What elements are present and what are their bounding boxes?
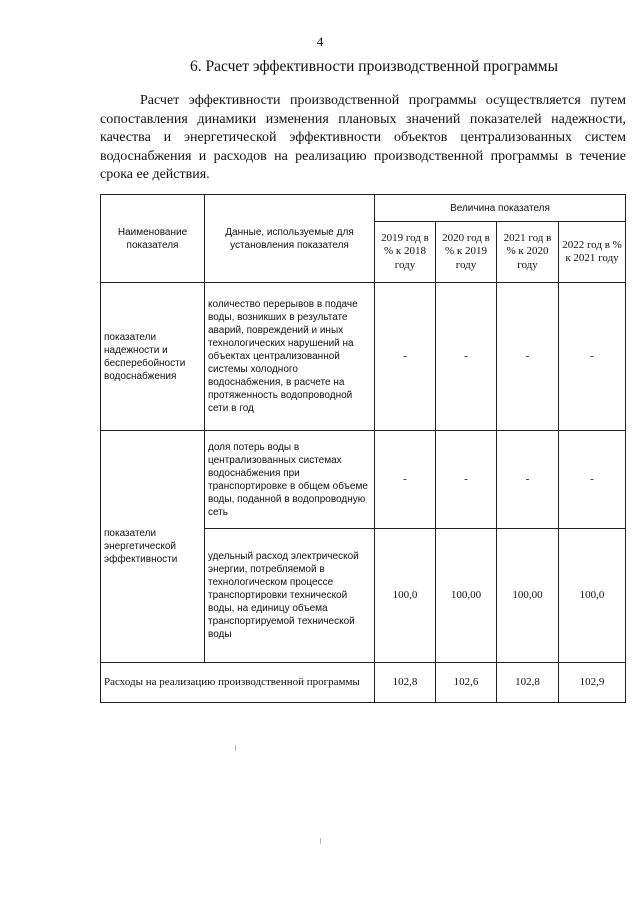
row-group-label: показатели энергетической эффективности — [101, 431, 205, 663]
page-number: 4 — [316, 34, 324, 49]
row-value: 100,0 — [559, 529, 626, 663]
row-value: 100,00 — [497, 529, 559, 663]
row-value: 100,0 — [375, 529, 436, 663]
table-row — [101, 283, 626, 431]
table-row — [101, 431, 626, 529]
row-value: - — [497, 431, 559, 529]
expenses-label: Расходы на реализацию производственной программы — [101, 663, 375, 703]
row-value: - — [436, 431, 497, 529]
header-indicator-name: Наименование показателя — [101, 195, 205, 283]
expenses-value: 102,9 — [559, 663, 626, 703]
intro-paragraph: Расчет эффективности производственной программы осуществляется путем сопоставления динамики изменения плановых значений показателей надежности, качества и энергетической эффективности объектов централизованных систем водоснабжения и расходов на реализацию производственной программы в течение срока ее действия. — [100, 93, 626, 182]
efficiency-table — [100, 194, 626, 703]
row-value: - — [559, 283, 626, 431]
expenses-value: 102,6 — [436, 663, 497, 703]
row-source-data: количество перерывов в подаче воды, возникших в результате аварий, повреждений и иных технологических нарушений на объектах централизованной системы холодного водоснабжения, в расчете на протяженность водопроводной сети в год — [205, 283, 375, 431]
row-value: - — [497, 283, 559, 431]
row-value: - — [375, 283, 436, 431]
row-source-data: доля потерь воды в централизованных системах водоснабжения при транспортировке в общем объеме воды, поданной в водопроводную сеть — [205, 431, 375, 529]
row-value: - — [559, 431, 626, 529]
header-year-2019: 2019 год в % к 2018 году — [375, 222, 436, 283]
table-row — [101, 663, 626, 703]
header-year-2021: 2021 год в % к 2020 году — [497, 222, 559, 283]
scan-mark — [235, 745, 236, 751]
row-value: 100,00 — [436, 529, 497, 663]
header-indicator-value: Величина показателя — [375, 195, 626, 222]
header-source-data: Данные, используемые для установления показателя — [205, 195, 375, 283]
header-year-2020: 2020 год в % к 2019 году — [436, 222, 497, 283]
row-value: - — [375, 431, 436, 529]
row-source-data: удельный расход электрической энергии, потребляемой в технологическом процессе транспортировки технической воды, на единицу объема транспортируемой технической воды — [205, 529, 375, 663]
expenses-value: 102,8 — [375, 663, 436, 703]
row-group-label: показатели надежности и бесперебойности водоснабжения — [101, 283, 205, 431]
section-title: 6. Расчет эффективности производственной программы — [190, 58, 558, 75]
row-value: - — [436, 283, 497, 431]
scan-mark — [320, 838, 321, 844]
header-year-2022: 2022 год в % к 2021 году — [559, 222, 626, 283]
expenses-value: 102,8 — [497, 663, 559, 703]
